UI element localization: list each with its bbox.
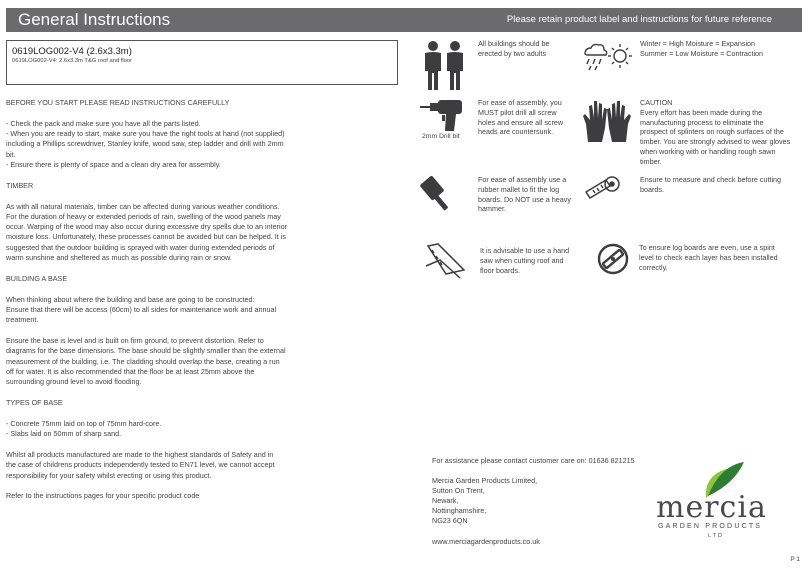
text-line: manufacturing process to eliminate the [640, 117, 764, 127]
text-line: To ensure log boards are even, use a spirit [639, 243, 775, 252]
product-code: 0619LOG002-V4 (2.6x3.3m) [12, 46, 132, 57]
tip-level [639, 243, 804, 272]
text-line: the case of childrens products independently tested to EN71 level, we cannot accept [6, 460, 275, 470]
text-line: Winter = High Moisture = Expansion [640, 39, 756, 48]
text-line: When thinking about where the building and base are going to be constructed: [6, 294, 255, 304]
product-label-box [6, 40, 398, 85]
customer-care-line: For assistance please contact customer care on: 01636 821215 [432, 456, 635, 465]
text-line: For the duration of heavy or extended periods of rain, swelling of the wood panels may [6, 211, 281, 221]
text-line: erected by two adults [478, 48, 546, 58]
website-link[interactable]: www.merciagardenproducts.co.uk [432, 536, 540, 546]
logo-ltd: LTD [708, 533, 724, 539]
text-line: timber. [640, 156, 662, 166]
text-line: when working with or handling rough sawn [640, 146, 776, 156]
text-line: - Slabs laid on 50mm of sharp sand. [6, 429, 122, 439]
text-line: - Ensure there is plenty of space and a clean dry area for assembly. [6, 159, 221, 169]
text-line: moisture loss. Unfortunately, these processes cannot be avoided but can be helped. It is [6, 232, 286, 242]
logo-wordmark: mercia [656, 490, 767, 525]
tip-drill [478, 98, 578, 137]
text-line: treatment. [6, 315, 39, 325]
base-paragraph-1 [6, 295, 406, 326]
text-line: CAUTION [640, 98, 673, 107]
address-line: Nottinghamshire, [432, 506, 487, 516]
text-line: Whilst all products manufactured are made to the highest standards of Safety and in [6, 449, 274, 459]
tip-weather [640, 39, 800, 59]
text-line: saw when cutting roof and [480, 255, 564, 265]
text-line: For ease of assembly, you [478, 98, 562, 107]
timber-paragraph [6, 202, 406, 264]
text-line: It is advisable to use a hand [480, 246, 570, 255]
mallet-icon [420, 174, 460, 214]
drill-icon [420, 98, 466, 132]
types-heading: TYPES OF BASE [6, 398, 63, 408]
address-line: Mercia Garden Products Limited, [432, 476, 538, 486]
types-paragraph [6, 419, 406, 440]
tip-saw [480, 246, 580, 275]
text-line: prospect of splinters on rough surfaces of the [640, 127, 784, 137]
text-line: boards. [640, 184, 664, 194]
base-paragraph-2 [6, 336, 406, 387]
text-line: floor boards. [480, 265, 520, 275]
text-line: MUST pilot drill all screw [478, 107, 557, 117]
mercia-logo [650, 460, 790, 540]
timber-heading: TIMBER [6, 180, 34, 190]
spirit-level-icon [596, 242, 630, 276]
text-line: Summer = Low Moisture = Contraction [640, 48, 764, 58]
text-line: - When you are ready to start, make sure you have the right tools at hand (not supplied) [6, 129, 285, 139]
header-bar [6, 8, 802, 32]
saw-icon [424, 240, 468, 280]
gloves-icon [582, 98, 632, 144]
text-line: As with all natural materials, timber can be affected during various weather conditions. [6, 201, 280, 211]
text-line: surrounding ground level to avoid flooding. [6, 377, 142, 387]
two-people-icon [420, 40, 468, 92]
text-line: including a Phillips screwdriver, Stanley knife, wood saw, step ladder and drill with 2mm [6, 139, 284, 149]
text-line: measurement of the building, i.e. The cladding should overlap the base, creating a run [6, 356, 280, 366]
text-line: Ensure to measure and check before cutting [640, 175, 782, 184]
text-line: holes and ensure all screw [478, 117, 564, 127]
address-line: Sutton On Trent, [432, 486, 485, 496]
contact-details [432, 456, 662, 547]
address-line: NG23 6QN [432, 516, 468, 526]
page-number: P 1 [790, 556, 800, 563]
text-line: diagrams for the base dimensions. The base should be slightly smaller than the external [6, 346, 286, 356]
tip-mallet [478, 175, 578, 214]
intro-heading: BEFORE YOU START PLEASE READ INSTRUCTIONS CAREFULLY [6, 98, 230, 107]
text-line: rubber mallet to fit the log [478, 184, 560, 194]
address-line: Newark, [432, 496, 459, 506]
text-line: warm sunshine and sheltered as much as possible during rain or snow. [6, 253, 232, 263]
text-line: Ensure that there will be access (60cm) to all sides for maintenance work and annual [6, 304, 277, 314]
text-line: For ease of assembly use a [478, 175, 567, 184]
page-title: General Instructions [18, 10, 171, 29]
product-description: 0619LOG002-V4: 2.6x3.3m T&G roof and floor [12, 58, 133, 64]
text-line: suggested that the outdoor building is sprayed with water during extended periods of [6, 242, 275, 252]
logo-subtitle: GARDEN PRODUCTS [658, 523, 763, 530]
intro-paragraph [6, 119, 406, 170]
text-line: correctly. [639, 262, 668, 272]
text-line: - Check the pack and make sure you have all the parts listed. [6, 118, 201, 128]
text-line: occur. Warping of the wood may also occur during excessive dry spells due to an interior [6, 222, 287, 232]
base-heading: BUILDING A BASE [6, 273, 68, 283]
refer-line: Refer to the instructions pages for your specific product code [6, 491, 200, 501]
instructions-text [6, 98, 406, 512]
safety-paragraph [6, 450, 406, 481]
text-line: heads are countersunk. [478, 127, 554, 137]
tape-measure-icon [584, 174, 624, 200]
text-line: bit. [6, 149, 16, 159]
tip-gloves [640, 98, 805, 167]
text-line: All buildings should be [478, 39, 550, 48]
weather-icon [582, 40, 632, 72]
text-line: level to check each layer has been installed [639, 252, 778, 262]
text-line: hammer. [478, 204, 506, 214]
text-line: Ensure the base is level and is built on firm ground, to prevent distortion. Refer to [6, 336, 264, 346]
text-line: - Concrete 75mm laid on top of 75mm hard-core. [6, 418, 162, 428]
text-line: boards. Do NOT use a heavy [478, 194, 571, 204]
text-line: timber. You are strongly advised to wear gloves [640, 137, 791, 147]
text-line: responsibility for your safety whilst erecting or using this product. [6, 470, 212, 480]
text-line: Every effort has been made during the [640, 107, 763, 117]
text-line: off for water. It is also recommended that the floor be at least 25mm above the [6, 366, 255, 376]
tip-two-adults [478, 39, 578, 59]
drill-caption: 2mm Drill bit [422, 133, 460, 140]
header-note: Please retain product label and instructions for future reference [506, 14, 772, 25]
tip-measure [640, 175, 805, 195]
